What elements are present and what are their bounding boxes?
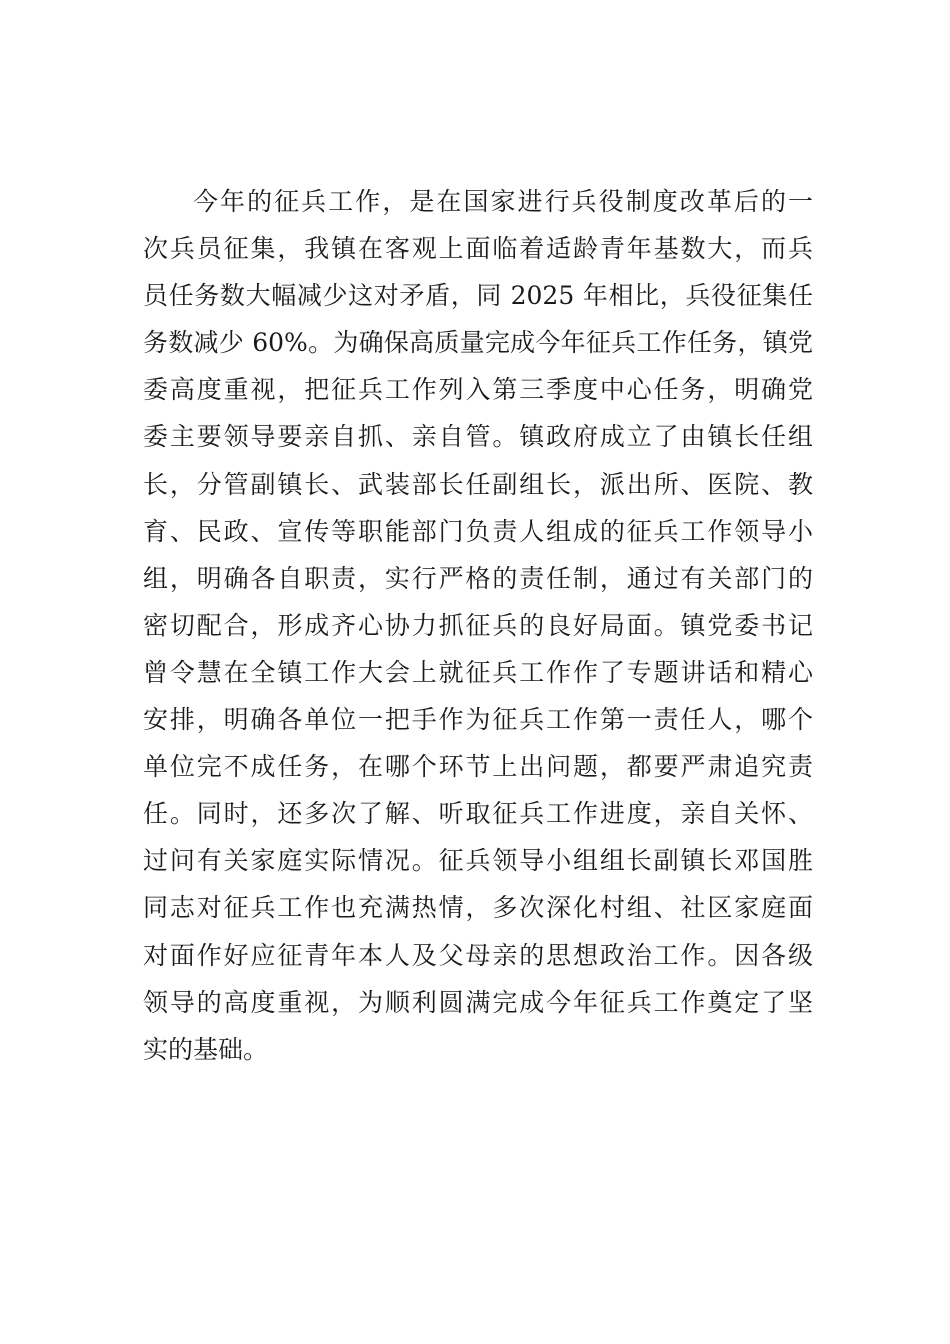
body-paragraph [143, 178, 813, 1073]
paragraph-line: 次兵员征集，我镇在客观上面临着适龄青年基数大，而兵 [143, 234, 813, 264]
paragraph-line: 长，分管副镇长、武装部长任副组长，派出所、医院、教 [143, 469, 813, 499]
paragraph-line: 员任务数大幅减少这对矛盾，同 2025 年相比，兵役征集任 [143, 281, 813, 311]
paragraph-line: 实的基础。 [143, 1034, 269, 1064]
paragraph-line: 密切配合，形成齐心协力抓征兵的良好局面。镇党委书记 [143, 610, 813, 640]
paragraph-line: 同志对征兵工作也充满热情，多次深化村组、社区家庭面 [143, 893, 813, 923]
paragraph-line: 委高度重视，把征兵工作列入第三季度中心任务，明确党 [143, 375, 813, 405]
paragraph-line: 过问有关家庭实际情况。征兵领导小组组长副镇长邓国胜 [143, 846, 813, 876]
paragraph-line: 曾令慧在全镇工作大会上就征兵工作作了专题讲话和精心 [143, 657, 813, 687]
paragraph-line: 安排，明确各单位一把手作为征兵工作第一责任人，哪个 [143, 705, 813, 735]
paragraph-line: 对面作好应征青年本人及父母亲的思想政治工作。因各级 [143, 940, 813, 970]
paragraph-line: 任。同时，还多次了解、听取征兵工作进度，亲自关怀、 [143, 799, 813, 829]
paragraph-line: 育、民政、宣传等职能部门负责人组成的征兵工作领导小 [143, 516, 813, 546]
paragraph-line: 组，明确各自职责，实行严格的责任制，通过有关部门的 [143, 563, 813, 593]
paragraph-line: 领导的高度重视，为顺利圆满完成今年征兵工作奠定了坚 [143, 987, 813, 1017]
paragraph-line: 今年的征兵工作，是在国家进行兵役制度改革后的一 [193, 187, 813, 216]
paragraph-line: 单位完不成任务，在哪个环节上出问题，都要严肃追究责 [143, 752, 813, 782]
paragraph-line: 务数减少 60%。为确保高质量完成今年征兵工作任务，镇党 [143, 328, 813, 358]
paragraph-line: 委主要领导要亲自抓、亲自管。镇政府成立了由镇长任组 [143, 422, 813, 452]
